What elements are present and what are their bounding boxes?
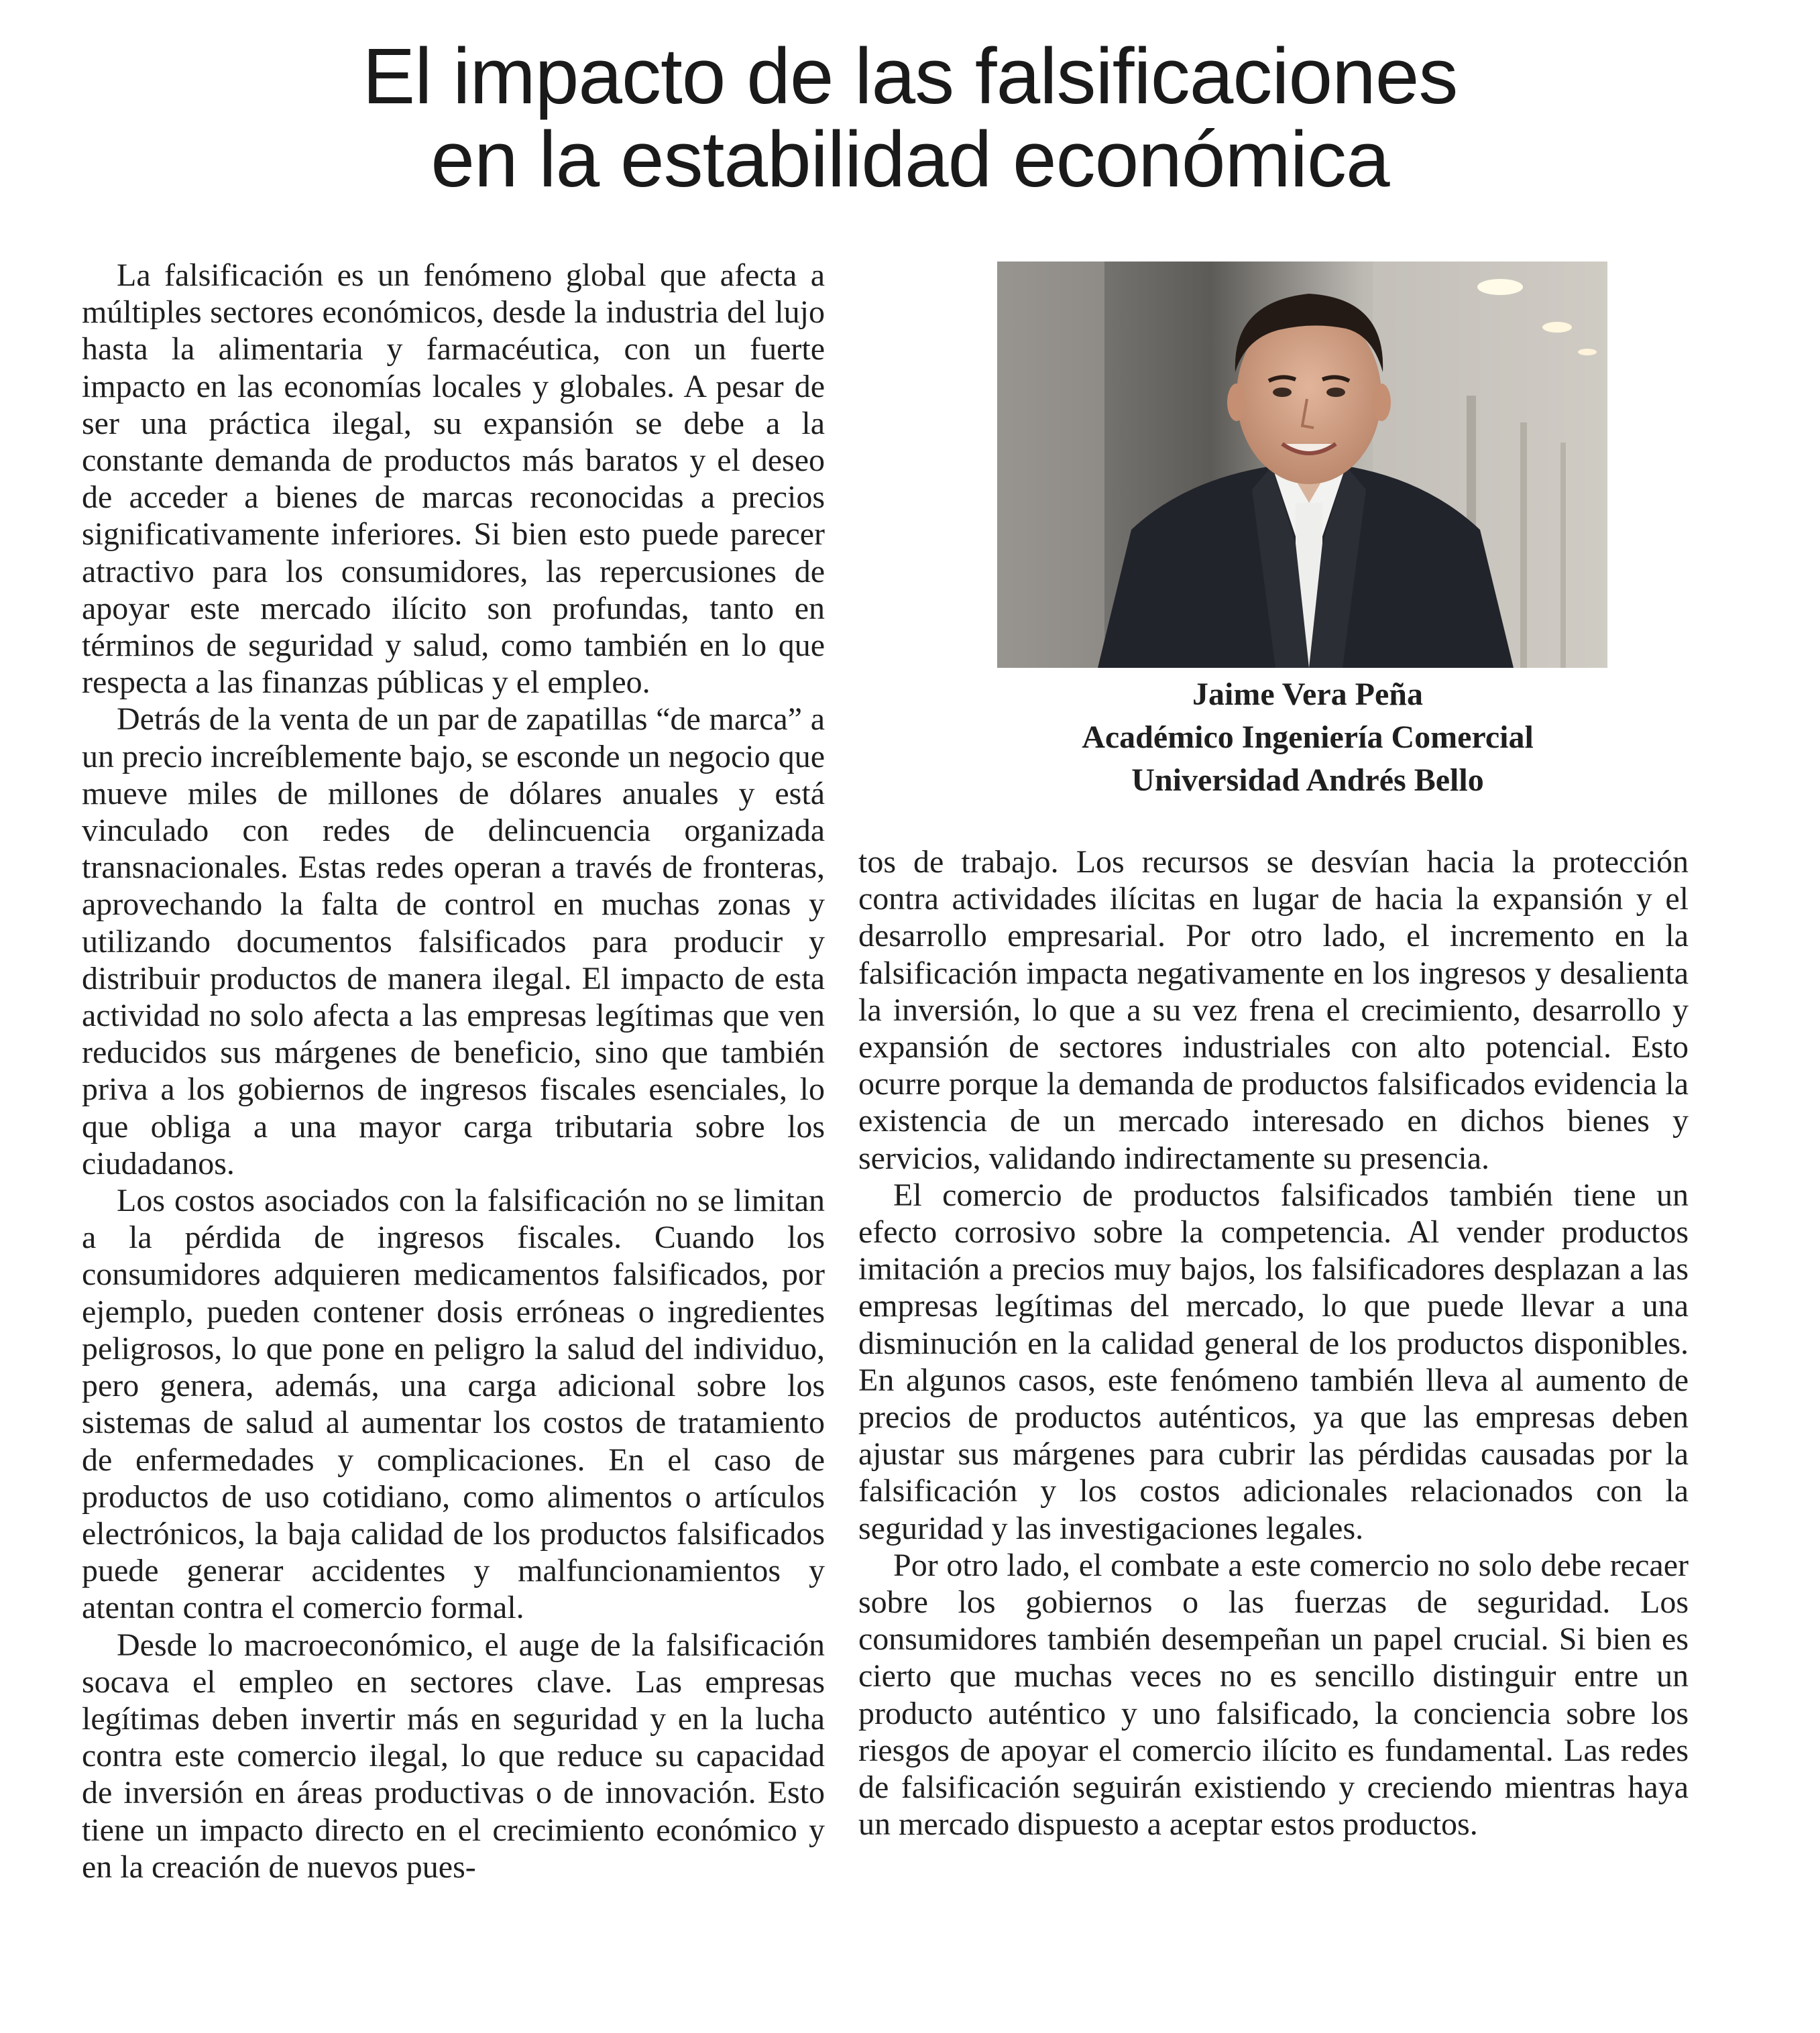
article-column-left — [82, 257, 825, 1885]
article-paragraph-7: Por otro lado, el combate a este comercio no solo debe recaer sobre los gobiernos o las fuerzas de seguridad. Los consumidores también desempeñan un papel crucial. Si bien es cierto que muchas veces no es sencillo distinguir entre un producto auténtico y uno falsificado, la conciencia sobre los riesgos de apoyar el comercio ilícito es fundamental. Las redes de falsificación seguirán existiendo y creciendo mientras haya un mercado dispuesto a aceptar estos productos. — [858, 1547, 1689, 1843]
article-paragraph-6: El comercio de productos falsificados también tiene un efecto corrosivo sobre la competencia. Al vender productos imitación a precios muy bajos, los falsificadores desplazan a las empresas legítimas del mercado, lo que puede llevar a una disminución en la calidad general de los productos disponibles. En algunos casos, este fenómeno también lleva al aumento de precios de productos auténticos, ya que las empresas deben ajustar sus márgenes para cubrir las pérdidas causadas por la falsificación y los costos adicionales relacionados con la seguridad y las investigaciones legales. — [858, 1177, 1689, 1546]
article-paragraph-4: Desde lo macroeconómico, el auge de la falsificación socava el empleo en sectores clave. Las empresas legítimas deben invertir más en seguridad y en la lucha contra este comercio ilegal, lo que reduce su capacidad de inversión en áreas productivas o de innovación. Esto tiene un impacto directo en el crecimiento económico y en la creación de nuevos pues- — [82, 1627, 825, 1885]
article-paragraph-5: tos de trabajo. Los recursos se desvían hacia la protección contra actividades ilícitas en lugar de hacia la expansión y el desarrollo empresarial. Por otro lado, el incremento en la falsificación impacta negativamente en los ingresos y desalienta la inversión, lo que a su vez frena el crecimiento, desarrollo y expansión de sectores industriales con alto potencial. Esto ocurre porque la demanda de productos falsificados evidencia la existencia de un mercado interesado en dichos bienes y servicios, validando indirectamente su presencia. — [858, 844, 1689, 1176]
article-title-line-1: El impacto de las falsificaciones — [362, 32, 1458, 121]
article-paragraph-2: Detrás de la venta de un par de zapatillas “de marca” a un precio increíblemente bajo, se esconde un negocio que mueve miles de millones de dólares anuales y está vinculado con redes de delincuencia organizada transnacionales. Estas redes operan a través de fronteras, aprovechando la falta de control en muchas zonas y utilizando documentos falsificados para producir y distribuir productos de manera ilegal. El impacto de esta actividad no solo afecta a las empresas legítimas que ven reducidos sus márgenes de beneficio, sino que también priva a los gobiernos de ingresos fiscales esenciales, lo que obliga a una mayor carga tributaria sobre los ciudadanos. — [82, 701, 825, 1181]
author-name: Jaime Vera Peña — [1192, 677, 1423, 712]
author-photo — [997, 262, 1607, 668]
author-position: Académico Ingeniería Comercial — [1082, 719, 1534, 755]
photo-caption — [939, 673, 1676, 802]
article-paragraph-3: Los costos asociados con la falsificación no se limitan a la pérdida de ingresos fiscales. Cuando los consumidores adquieren medicamentos falsificados, por ejemplo, pueden contener dosis erróneas o ingredientes peligrosos, lo que pone en peligro la salud del individuo, pero genera, además, una carga adicional sobre los sistemas de salud al aumentar los costos de tratamiento de enfermedades y complicaciones. En el caso de productos de uso cotidiano, como alimentos o artículos electrónicos, la baja calidad de los productos falsificados puede generar accidentes y malfuncionamientos y atentan contra el comercio formal. — [82, 1183, 825, 1626]
article-title — [0, 32, 1820, 204]
article-column-right — [858, 844, 1689, 1843]
author-institution: Universidad Andrés Bello — [1131, 762, 1484, 798]
article-paragraph-1: La falsificación es un fenómeno global que afecta a múltiples sectores económicos, desde la industria del lujo hasta la alimentaria y farmacéutica, con un fuerte impacto en las economías locales y globales. A pesar de ser una práctica ilegal, su expansión se debe a la constante demanda de productos más baratos y el deseo de acceder a bienes de marcas reconocidas a precios significativamente inferiores. Si bien esto puede parecer atractivo para los consumidores, las repercusiones de apoyar este mercado ilícito son profundas, tanto en términos de seguridad y salud, como también en lo que respecta a las finanzas públicas y el empleo. — [82, 257, 825, 701]
article-title-line-2: en la estabilidad económica — [431, 115, 1389, 204]
author-portrait-image — [997, 262, 1607, 668]
